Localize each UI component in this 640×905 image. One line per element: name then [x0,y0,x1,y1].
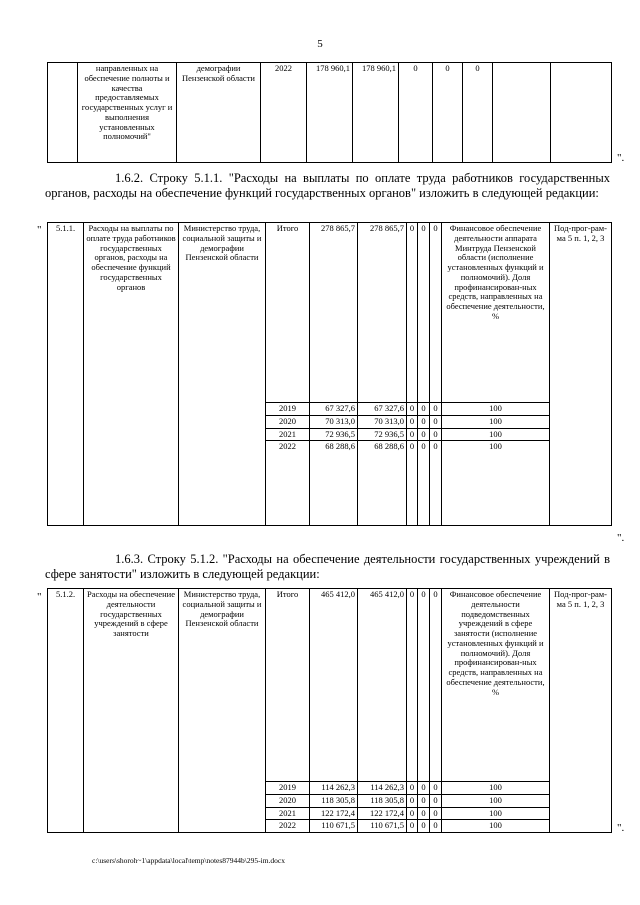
cell-zero: 0 [407,589,418,782]
cell-budget: 68 288,6 [358,441,407,526]
table-row-5-1-1 [47,222,612,526]
cell-year: 2019 [266,782,310,795]
cell-percent: 100 [442,807,550,820]
cell-zero: 0 [430,223,442,403]
cell-total: 122 172,4 [310,807,358,820]
cell-zero: 0 [407,428,418,441]
cell-zero: 0 [418,589,430,782]
cell-zero: 0 [407,223,418,403]
cell-budget: 70 313,0 [358,415,407,428]
cell-empty [48,63,78,163]
cell-total: 68 288,6 [310,441,358,526]
cell-zero: 0 [418,794,430,807]
cell-total: 118 305,8 [310,794,358,807]
cell-zero: 0 [407,415,418,428]
closing-quote: ". [617,532,625,544]
cell-measure-name: направленных на обеспечение полноты и качества предоставляемых государственных услуг и выполнения установленных полномочий" [78,63,177,163]
cell-zero: 0 [407,441,418,526]
cell-zero: 0 [430,441,442,526]
cell-budget: 110 671,5 [358,820,407,833]
cell-year: 2021 [266,428,310,441]
closing-quote: ". [617,822,625,834]
cell-zero: 0 [399,63,433,163]
cell-zero: 0 [418,403,430,416]
cell-total-label: Итого [266,589,310,782]
cell-zero: 0 [407,794,418,807]
cell-budget: 178 960,1 [353,63,399,163]
cell-zero: 0 [430,428,442,441]
cell-percent: 100 [442,403,550,416]
cell-zero: 0 [407,403,418,416]
table-continuation [47,62,612,163]
cell-zero: 0 [418,441,430,526]
cell-zero: 0 [418,223,430,403]
cell-budget: 278 865,7 [358,223,407,403]
cell-executor: демографии Пензенской области [177,63,261,163]
paragraph-1-6-2 [45,171,610,201]
cell-year: 2022 [266,441,310,526]
cell-zero: 0 [430,794,442,807]
cell-zero: 0 [418,782,430,795]
cell-year: 2021 [266,807,310,820]
cell-percent: 100 [442,782,550,795]
cell-budget: 118 305,8 [358,794,407,807]
cell-budget: 72 936,5 [358,428,407,441]
cell-zero: 0 [418,415,430,428]
cell-executor: Министерство труда, социальной защиты и демографии Пензенской области [179,589,266,833]
cell-empty [551,63,612,163]
cell-total: 72 936,5 [310,428,358,441]
cell-zero: 0 [418,820,430,833]
cell-total: 278 865,7 [310,223,358,403]
cell-zero: 0 [407,820,418,833]
paragraph-text: 1.6.3. Строку 5.1.2. "Расходы на обеспечение деятельности государственных учреждений в сфере занятости" изложить в следующей редакции: [45,552,610,581]
cell-year: 2020 [266,794,310,807]
cell-total: 114 262,3 [310,782,358,795]
page-number: 5 [317,38,323,50]
cell-total: 178 960,1 [307,63,353,163]
cell-indicator: Финансовое обеспечение деятельности аппарата Минтруда Пензенской области (исполнение установленных функций и полномочий). Доля профинансирован-ных средств, направленных на обеспечение деятельности, % [442,223,550,403]
cell-indicator: Финансовое обеспечение деятельности подведомственных учреждений в сфере занятости (исполнение установленных функций и полномочий). Доля профинансирован-ных средств, направленных на обеспечение деятельности, % [442,589,550,782]
cell-budget: 465 412,0 [358,589,407,782]
cell-empty [493,63,551,163]
opening-quote: " [37,591,42,603]
cell-subprogram: Под-прог-рам-ма 5 п. 1, 2, 3 [550,223,612,526]
table-row-5-1-2 [47,588,612,833]
cell-percent: 100 [442,820,550,833]
cell-total: 67 327,6 [310,403,358,416]
cell-percent: 100 [442,794,550,807]
paragraph-text: 1.6.2. Строку 5.1.1. "Расходы на выплаты по оплате труда работников государственных органов, расходы на обеспечение функций государственных органов" изложить в следующей редакции: [45,171,610,200]
footer-file-path: c:\users\shoroh~1\appdata\local\temp\notes87944b\295-im.docx [92,856,285,865]
cell-total: 70 313,0 [310,415,358,428]
cell-zero: 0 [407,807,418,820]
cell-year: 2019 [266,403,310,416]
cell-percent: 100 [442,441,550,526]
cell-total-label: Итого [266,223,310,403]
cell-year: 2022 [261,63,307,163]
cell-budget: 122 172,4 [358,807,407,820]
cell-zero: 0 [407,782,418,795]
cell-zero: 0 [463,63,493,163]
cell-measure-name: Расходы на обеспечение деятельности государственных учреждений в сфере занятости [84,589,179,833]
cell-zero: 0 [430,782,442,795]
cell-budget: 114 262,3 [358,782,407,795]
cell-zero: 0 [430,415,442,428]
cell-zero: 0 [418,807,430,820]
cell-total: 110 671,5 [310,820,358,833]
cell-subprogram: Под-прог-рам-ма 5 п. 1, 2, 3 [550,589,612,833]
cell-zero: 0 [430,589,442,782]
cell-row-number: 5.1.2. [48,589,84,833]
cell-zero: 0 [430,403,442,416]
cell-percent: 100 [442,428,550,441]
cell-zero: 0 [430,807,442,820]
cell-zero: 0 [418,428,430,441]
cell-executor: Министерство труда, социальной защиты и демографии Пензенской области [179,223,266,526]
cell-budget: 67 327,6 [358,403,407,416]
cell-total: 465 412,0 [310,589,358,782]
cell-zero: 0 [430,820,442,833]
cell-percent: 100 [442,415,550,428]
cell-row-number: 5.1.1. [48,223,84,526]
cell-zero: 0 [433,63,463,163]
closing-quote: ". [617,152,625,164]
paragraph-1-6-3 [45,552,610,582]
cell-year: 2020 [266,415,310,428]
cell-year: 2022 [266,820,310,833]
cell-measure-name: Расходы на выплаты по оплате труда работников государственных органов, расходы на обеспечение функций государственных органов [84,223,179,526]
opening-quote: " [37,224,42,236]
